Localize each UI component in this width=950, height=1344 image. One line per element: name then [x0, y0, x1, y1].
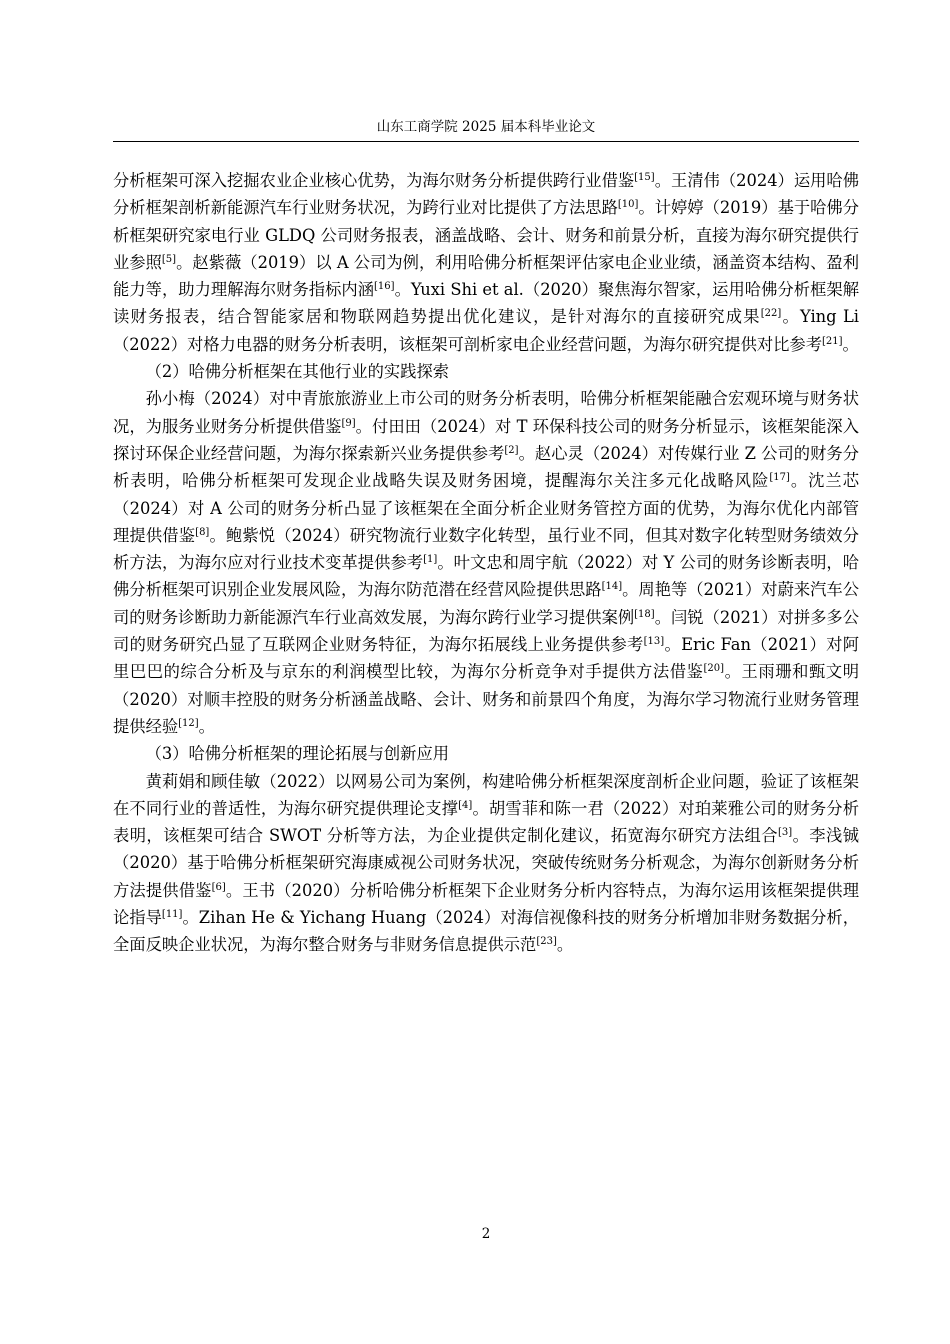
citation-ref: [1] [423, 554, 438, 566]
sentence-text: 。闫锐（2021）对拼多多公司的财务研究凸显了互联网企业财务特征，为海尔拓展线上业务提供参考 [113, 607, 859, 655]
sentence-text: 。鲍紫悦（2024）研究物流行业数字化转型，虽行业不同，但其对数字化转型财务绩效分析方法，为海尔应对行业技术变革提供参考 [113, 525, 859, 573]
paragraph-other-industries [113, 385, 859, 740]
citation-ref: [5] [161, 253, 177, 265]
sentence-text: 。赵心灵（2024）对传媒行业 Z 公司的财务分析表明，哈佛分析框架可发现企业战略失误及财务困境，提醒海尔关注多元化战略风险 [113, 443, 859, 491]
citation-ref: [8] [195, 526, 210, 538]
sentence-text: 。沈兰芯（2024）对 A 公司的财务分析凸显了该框架在全面分析企业财务管控方面的优势，为海尔优化内部管理提供借鉴 [113, 471, 859, 545]
running-header: 山东工商学院 2025 届本科毕业论文 [376, 119, 596, 135]
sentence-text: 。Eric Fan（2021）对阿里巴巴的综合分析及与京东的利润模型比较，为海尔分析竞争对手提供方法借鉴 [113, 635, 859, 682]
sentence-text: 。胡雪菲和陈一君（2022）对珀莱雅公司的财务分析表明，该框架可结合 SWOT 分析等方法，为企业提供定制化建议，拓宽海尔研究方法组合 [113, 798, 859, 846]
citation-ref: [18] [634, 608, 655, 620]
citation-ref: [13] [643, 636, 665, 648]
section-heading-3: （3）哈佛分析框架的理论拓展与创新应用 [145, 744, 450, 764]
section-heading-2: （2）哈佛分析框架在其他行业的实践探索 [145, 362, 450, 382]
sentence-text: 。 [198, 716, 215, 736]
paragraph-continuation [113, 167, 859, 358]
sentence-text: 。王雨珊和甄文明（2020）对顺丰控股的财务分析涵盖战略、会计、财务和前景四个角度，为海尔学习物流行业财务管理提供经验 [113, 662, 859, 736]
sentence-text: 。 [556, 935, 574, 955]
sentence-text: 。叶文忠和周宇航（2022）对 Y 公司的财务诊断表明，哈佛分析框架可识别企业发展风险，为海尔防范潜在经营风险提供思路 [113, 553, 859, 600]
sentence-text: 孙小梅（2024）对中青旅旅游业上市公司的财务分析表明，哈佛分析框架能融合宏观环境与财务状况，为服务业财务分析提供借鉴 [113, 389, 859, 436]
sentence-text: 。李浅铖（2020）基于哈佛分析框架研究海康威视公司财务状况，突破传统财务分析观念，为海尔创新财务分析方法提供借鉴 [113, 826, 859, 900]
citation-ref: [6] [211, 881, 226, 893]
sentence-text: 。计婷婷（2019）基于哈佛分析框架研究家电行业 GLDQ 公司财务报表，涵盖战略、会计、财务和前景分析，直接为海尔研究提供行业参照 [113, 198, 859, 272]
sentence-text: 分析框架可深入挖掘农业企业核心优势，为海尔财务分析提供跨行业借鉴 [113, 171, 635, 190]
citation-ref: [9] [341, 417, 356, 429]
citation-ref: [12] [178, 717, 199, 729]
citation-ref: [11] [161, 909, 183, 921]
citation-ref: [21] [821, 335, 843, 347]
citation-ref: [15] [634, 172, 655, 183]
paragraph-theory-extension [113, 768, 859, 959]
header-rule [113, 141, 859, 142]
citation-ref: [16] [374, 281, 395, 293]
body-text [113, 167, 859, 959]
sentence-text: 。Ying Li（2022）对格力电器的财务分析表明，该框架可剖析家电企业经营问题，为海尔研究提供对比参考 [113, 307, 859, 354]
sentence-text: 黄莉娟和顾佳敏（2022）以网易公司为案例，构建哈佛分析框架深度剖析企业问题，验证了该框架在不同行业的普适性，为海尔研究提供理论支撑 [113, 771, 859, 818]
sentence-text: 。Zihan He & Yichang Huang（2024）对海信视像科技的财务分析增加非财务数据分析，全面反映企业状况，为海尔整合财务与非财务信息提供示范 [113, 908, 859, 955]
sentence-text: 。赵紫薇（2019）以 A 公司为例，利用哈佛分析框架评估家电企业业绩，涵盖资本结构、盈利能力等，助力理解海尔财务指标内涵 [113, 252, 859, 300]
page-number: 2 [481, 1226, 491, 1242]
citation-ref: [23] [536, 936, 557, 948]
citation-ref: [17] [769, 472, 790, 484]
citation-ref: [4] [458, 799, 473, 811]
sentence-text: 。 [842, 334, 859, 354]
sentence-text: 。Yuxi Shi et al.（2020）聚焦海尔智家，运用哈佛分析框架解读财务报表，结合智能家居和物联网趋势提出优化建议，是针对海尔的直接研究成果 [113, 280, 859, 327]
citation-ref: [14] [601, 581, 623, 593]
sentence-text: 。付田田（2024）对 T 环保科技公司的财务分析显示，该框架能深入探讨环保企业经营问题，为海尔探索新兴业务提供参考 [113, 416, 859, 463]
sentence-text: 。周艳等（2021）对蔚来汽车公司的财务诊断助力新能源汽车行业高效发展，为海尔跨行业学习提供案例 [113, 580, 859, 627]
citation-ref: [22] [760, 308, 782, 320]
sentence-text: 。王书（2020）分析哈佛分析框架下企业财务分析内容特点，为海尔运用该框架提供理论指导 [113, 880, 859, 928]
citation-ref: [2] [504, 444, 519, 456]
citation-ref: [20] [703, 663, 725, 675]
sentence-text: 。王清伟（2024）运用哈佛分析框架剖析新能源汽车行业财务状况，为跨行业对比提供了方法思路 [113, 171, 859, 218]
citation-ref: [10] [617, 199, 639, 211]
citation-ref: [3] [777, 827, 793, 839]
